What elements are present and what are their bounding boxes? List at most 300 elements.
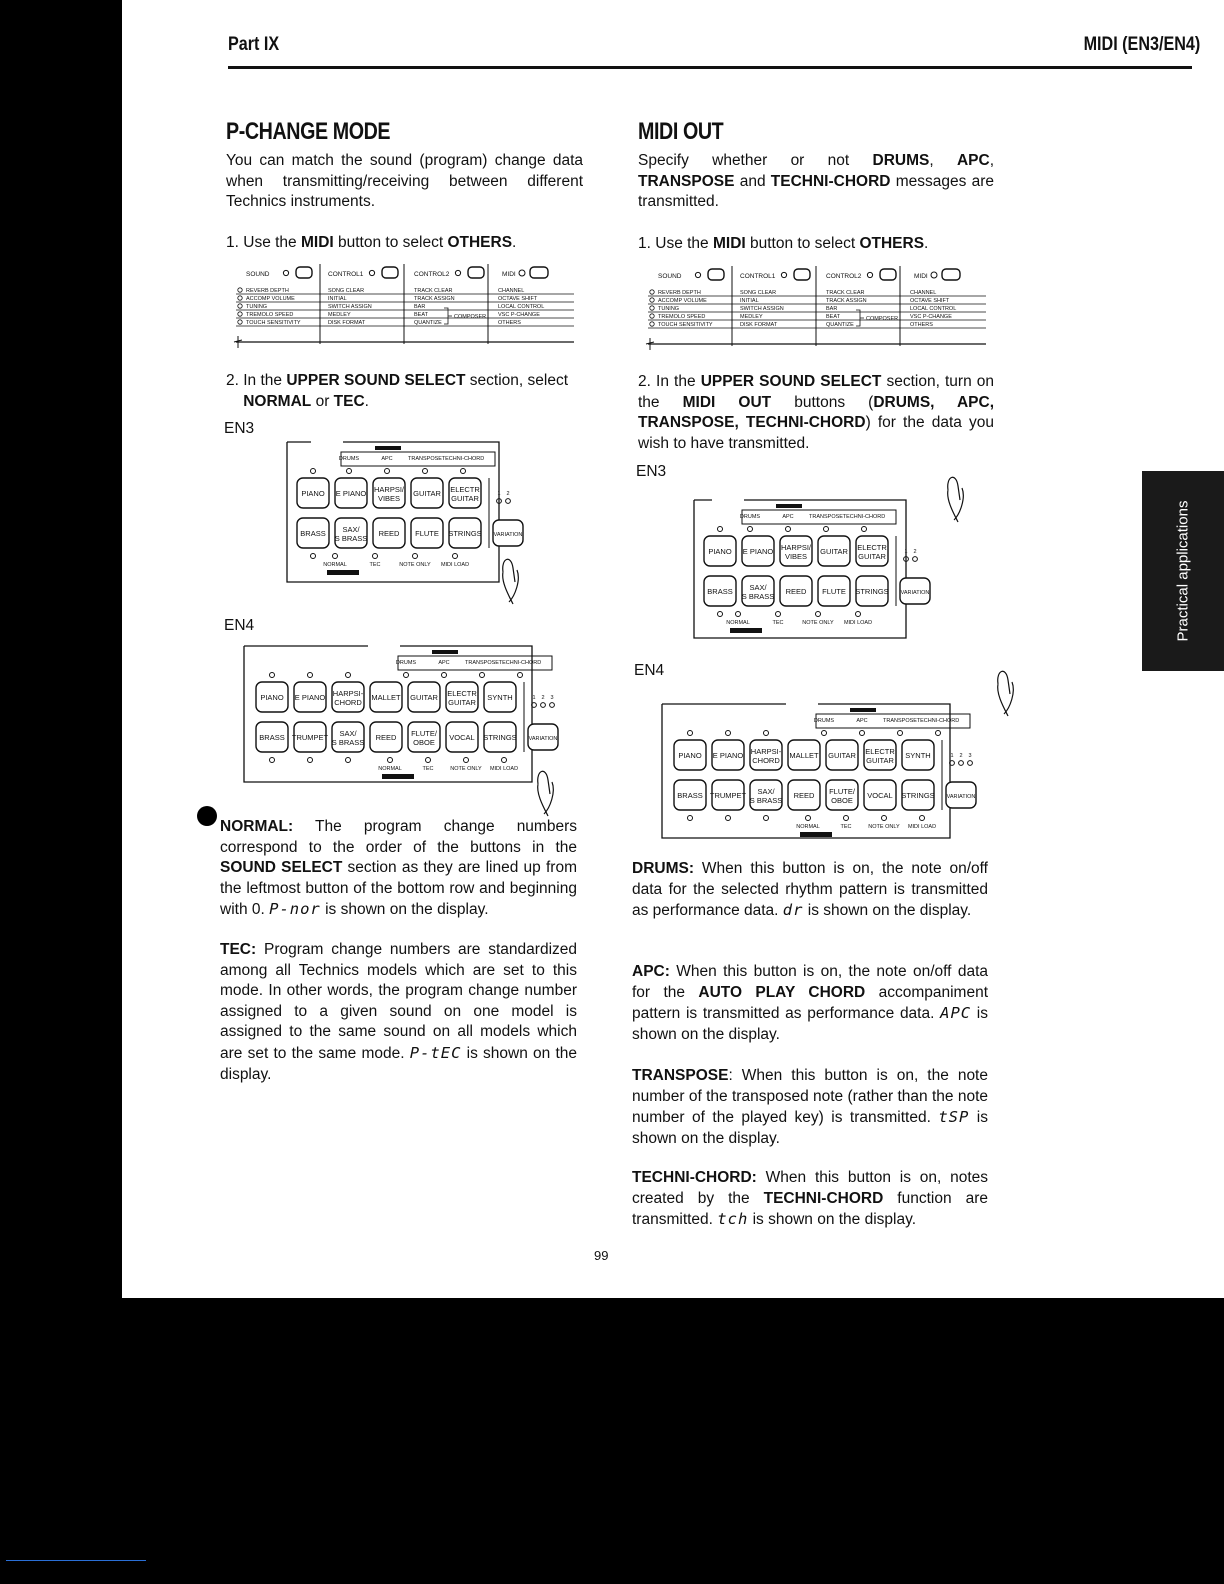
col4-item: CHANNEL bbox=[910, 290, 937, 296]
midi-label-techni-chord: TECHNI-CHORD bbox=[441, 456, 485, 462]
button-label-line2: VIBES bbox=[377, 494, 401, 503]
col4-item: OCTAVE SHIFT bbox=[498, 296, 538, 302]
sound-button-bottom bbox=[818, 576, 850, 606]
button-label-line1: SAX/ bbox=[342, 525, 360, 534]
sound-button-top bbox=[373, 478, 405, 508]
mode-led-1 bbox=[844, 816, 849, 821]
button-label: TRUMPET bbox=[291, 733, 329, 742]
header-part: Part IX bbox=[228, 34, 280, 55]
variation-led-2 bbox=[913, 557, 918, 562]
panel-head-1: CONTROL1 bbox=[740, 273, 776, 280]
midi-label-apc: APC bbox=[381, 456, 393, 462]
button-label: MALLET bbox=[371, 693, 401, 702]
midi-label-drums: DRUMS bbox=[338, 456, 360, 462]
finger-illustration bbox=[998, 671, 1014, 716]
top-led-0 bbox=[270, 673, 275, 678]
sound-button-top bbox=[750, 740, 782, 770]
variation-button bbox=[900, 578, 930, 604]
midi-led-0 bbox=[822, 731, 827, 736]
button-label-line1: ELECTR bbox=[450, 485, 480, 494]
mode-label-note-only: NOTE ONLY bbox=[399, 562, 431, 568]
sound-button-top bbox=[294, 682, 326, 712]
head-button-1 bbox=[794, 269, 810, 280]
button-label-line2: CHORD bbox=[334, 698, 362, 707]
mode-bar bbox=[800, 832, 832, 837]
button-label-line1: SAX/ bbox=[339, 729, 357, 738]
row-led-4 bbox=[650, 322, 654, 326]
col4-item: LOCAL CONTROL bbox=[910, 306, 957, 312]
hole-punch-mark bbox=[197, 806, 217, 826]
right-en4-label: EN4 bbox=[634, 662, 665, 679]
sound-button-top bbox=[370, 682, 402, 712]
mode-led-2 bbox=[413, 554, 418, 559]
button-label-line2: GUITAR bbox=[451, 494, 479, 503]
sound-button-bottom bbox=[332, 722, 365, 752]
sound-button-bottom bbox=[448, 518, 481, 548]
head-led-0 bbox=[283, 270, 288, 275]
top-led-1 bbox=[726, 731, 731, 736]
sound-button-top bbox=[411, 478, 443, 508]
bottom-led-0 bbox=[270, 758, 275, 763]
scan-edge-line bbox=[6, 1560, 146, 1561]
sound-button-top bbox=[297, 478, 329, 508]
sound-button-top bbox=[780, 536, 812, 566]
sound-button-top bbox=[446, 682, 478, 712]
button-label-line2: GUITAR bbox=[448, 698, 476, 707]
col2-item: MEDLEY bbox=[328, 312, 351, 318]
head-led-0 bbox=[695, 272, 700, 277]
col2-item: SWITCH ASSIGN bbox=[328, 304, 372, 310]
button-label: GUITAR bbox=[413, 489, 441, 498]
mode-label-midi-load: MIDI LOAD bbox=[907, 824, 937, 830]
sound-button-bottom bbox=[864, 780, 896, 810]
mode-led-3 bbox=[453, 554, 458, 559]
col2-item: SONG CLEAR bbox=[740, 290, 777, 296]
midi-label-techni-chord: TECHNI-CHORD bbox=[498, 660, 542, 666]
button-label: E PIANO bbox=[335, 489, 367, 498]
col1-item: REVERB DEPTH bbox=[246, 288, 289, 294]
midi-out-bar bbox=[850, 708, 876, 712]
bottom-led-1 bbox=[308, 758, 313, 763]
mode-bar bbox=[730, 628, 762, 633]
sound-button-top bbox=[826, 740, 858, 770]
col3-item: BAR bbox=[414, 304, 426, 310]
button-label: GUITAR bbox=[820, 547, 848, 556]
button-label-line1: HARPSI/ bbox=[373, 485, 405, 494]
button-label: SYNTH bbox=[905, 751, 931, 760]
mode-label-normal: NORMAL bbox=[323, 562, 347, 568]
variation-led-3 bbox=[550, 703, 555, 708]
mode-label-note-only: NOTE ONLY bbox=[868, 824, 900, 830]
midi-label-apc: APC bbox=[856, 718, 868, 724]
variation-number-3: 3 bbox=[968, 753, 972, 759]
midi-label-techni-chord: TECHNI-CHORD bbox=[916, 718, 960, 724]
button-label: GUITAR bbox=[828, 751, 856, 760]
variation-number-2: 2 bbox=[541, 695, 545, 701]
midi-led-3 bbox=[518, 673, 523, 678]
mode-led-0 bbox=[736, 612, 741, 617]
button-label: BRASS bbox=[707, 587, 733, 596]
button-label-line2: S BRASS bbox=[334, 534, 368, 543]
variation-led-2 bbox=[541, 703, 546, 708]
button-label-line2: OBOE bbox=[413, 738, 435, 747]
panel-outline bbox=[694, 500, 906, 638]
col4-item: OCTAVE SHIFT bbox=[910, 298, 950, 304]
en4-panel-left bbox=[242, 644, 572, 820]
midi-led-2 bbox=[423, 469, 428, 474]
button-label: FLUTE bbox=[822, 587, 846, 596]
panel-head-2: CONTROL2 bbox=[414, 271, 450, 278]
midi-led-0 bbox=[404, 673, 409, 678]
top-led-2 bbox=[346, 673, 351, 678]
sound-button-bottom bbox=[297, 518, 329, 548]
sound-button-bottom bbox=[373, 518, 405, 548]
midi-out-bar bbox=[432, 650, 458, 654]
variation-led-2 bbox=[506, 499, 511, 504]
mode-label-midi-load: MIDI LOAD bbox=[843, 620, 873, 626]
button-label: REED bbox=[785, 587, 807, 596]
mode-label-tec: TEC bbox=[369, 562, 381, 568]
button-label: STRINGS bbox=[448, 529, 482, 538]
sound-button-top bbox=[449, 478, 481, 508]
left-step2: 2. In the UPPER SOUND SELECT section, select NORMAL or TEC. bbox=[226, 372, 569, 410]
col1-item: TOUCH SENSITIVITY bbox=[658, 322, 713, 328]
variation-button bbox=[493, 520, 523, 546]
midi-led-3 bbox=[862, 527, 867, 532]
panel-head-3: MIDI bbox=[914, 273, 928, 280]
button-label: TRUMPET bbox=[709, 791, 747, 800]
midi-led-3 bbox=[461, 469, 466, 474]
col2-item: SWITCH ASSIGN bbox=[740, 306, 784, 312]
mode-label-tec: TEC bbox=[422, 766, 434, 772]
row-led-1 bbox=[238, 296, 242, 300]
header-rule bbox=[228, 66, 1192, 69]
bottom-led-2 bbox=[346, 758, 351, 763]
sound-button-top bbox=[818, 536, 850, 566]
button-label: VARIATION bbox=[900, 590, 930, 596]
sound-button-bottom bbox=[750, 780, 783, 810]
sound-button-top bbox=[712, 740, 744, 770]
midi-label-drums: DRUMS bbox=[813, 718, 835, 724]
panel-head-3: MIDI bbox=[502, 271, 516, 278]
sound-button-bottom bbox=[742, 576, 775, 606]
finger-illustration bbox=[948, 477, 964, 522]
button-label: REED bbox=[793, 791, 815, 800]
sound-button-bottom bbox=[674, 780, 706, 810]
sound-button-top bbox=[902, 740, 934, 770]
button-label-line1: SAX/ bbox=[757, 787, 775, 796]
sound-button-bottom bbox=[292, 722, 329, 752]
sound-button-top bbox=[256, 682, 288, 712]
sound-button-top bbox=[742, 536, 774, 566]
col3-item: TRACK ASSIGN bbox=[826, 298, 867, 304]
button-label: E PIANO bbox=[712, 751, 744, 760]
midi-led bbox=[931, 272, 937, 278]
midi-led-1 bbox=[860, 731, 865, 736]
sound-button-bottom bbox=[256, 722, 288, 752]
finger-illustration bbox=[503, 559, 519, 604]
mode-bar bbox=[382, 774, 414, 779]
top-led-2 bbox=[764, 731, 769, 736]
col1-item: TOUCH SENSITIVITY bbox=[246, 320, 301, 326]
sound-button-top bbox=[484, 682, 516, 712]
row-led-3 bbox=[650, 314, 654, 318]
midi-led-2 bbox=[898, 731, 903, 736]
button-label: STRINGS bbox=[901, 791, 935, 800]
mode-led-0 bbox=[806, 816, 811, 821]
head-led-1 bbox=[781, 272, 786, 277]
midi-led-3 bbox=[936, 731, 941, 736]
tec-paragraph: TEC: Program change numbers are standardized among all Technics models which are set to this mode. In other words, the program change number assigned to a given sound on one model is assigned to the same sound on all models which are set to the same mode. P-tEC is shown on the display. bbox=[220, 941, 578, 1083]
col3-item: QUANTIZE bbox=[826, 322, 854, 328]
variation-led-2 bbox=[959, 761, 964, 766]
button-label-line1: FLUTE/ bbox=[411, 729, 437, 738]
button-label-line1: HARPSI/ bbox=[780, 543, 812, 552]
top-led-1 bbox=[308, 673, 313, 678]
sound-button-bottom bbox=[710, 780, 747, 810]
button-label-line1: HARPSI- bbox=[332, 689, 364, 698]
button-label-line2: OBOE bbox=[831, 796, 853, 805]
right-en3-label: EN3 bbox=[636, 463, 667, 480]
button-label: VARIATION bbox=[946, 794, 976, 800]
top-led-0 bbox=[688, 731, 693, 736]
midi-button bbox=[530, 267, 548, 278]
col3-item: BEAT bbox=[414, 312, 428, 318]
mode-label-midi-load: MIDI LOAD bbox=[489, 766, 519, 772]
variation-number-2: 2 bbox=[913, 549, 917, 555]
sound-button-bottom bbox=[408, 722, 440, 752]
col2-item: INITIAL bbox=[740, 298, 759, 304]
midi-label-transpose: TRANSPOSE bbox=[809, 514, 843, 520]
button-label-line2: GUITAR bbox=[858, 552, 886, 561]
sound-button-top bbox=[408, 682, 440, 712]
variation-led-3 bbox=[968, 761, 973, 766]
right-intro: Specify whether or not DRUMS, APC, TRANSPOSE and TECHNI-CHORD messages are transmitted. bbox=[638, 152, 994, 211]
button-label: BRASS bbox=[677, 791, 703, 800]
head-button-2 bbox=[880, 269, 896, 280]
mode-label-normal: NORMAL bbox=[796, 824, 820, 830]
midi-led-1 bbox=[442, 673, 447, 678]
side-tab-label: Practical applications bbox=[1174, 500, 1192, 642]
sound-button-bottom bbox=[780, 576, 812, 606]
button-label: STRINGS bbox=[855, 587, 889, 596]
top-led-0 bbox=[718, 527, 723, 532]
manual-page bbox=[122, 0, 1224, 1298]
mode-led-1 bbox=[373, 554, 378, 559]
midi-label-transpose: TRANSPOSE bbox=[408, 456, 442, 462]
sound-button-bottom bbox=[826, 780, 858, 810]
mode-label-tec: TEC bbox=[840, 824, 852, 830]
button-label-line1: HARPSI- bbox=[750, 747, 782, 756]
control-panel-diagram-left bbox=[232, 262, 584, 348]
sound-button-bottom bbox=[411, 518, 443, 548]
left-en3-label: EN3 bbox=[224, 420, 255, 437]
button-label-line1: SAX/ bbox=[749, 583, 767, 592]
sound-button-top bbox=[788, 740, 820, 770]
variation-button bbox=[528, 724, 558, 750]
bottom-led-0 bbox=[718, 612, 723, 617]
button-label: MALLET bbox=[789, 751, 819, 760]
sound-button-bottom bbox=[483, 722, 516, 752]
button-label: E PIANO bbox=[742, 547, 774, 556]
panel-outline bbox=[287, 442, 499, 582]
mode-label-normal: NORMAL bbox=[726, 620, 750, 626]
button-label: VOCAL bbox=[867, 791, 893, 800]
midi-button bbox=[942, 269, 960, 280]
button-label-line2: S BRASS bbox=[749, 796, 783, 805]
side-tab[interactable] bbox=[1142, 471, 1224, 671]
head-led-2 bbox=[455, 270, 460, 275]
normal-paragraph: NORMAL: The program change numbers correspond to the order of the buttons in the SOUND SELECT section as they are lined up from the leftmost button of the bottom row and beginning with 0. P-nor is shown on the display. bbox=[220, 818, 577, 919]
button-label-line1: ELECTR bbox=[857, 543, 887, 552]
col4-item: VSC P-CHANGE bbox=[910, 314, 952, 320]
button-label: E PIANO bbox=[294, 693, 326, 702]
button-label: VARIATION bbox=[528, 736, 558, 742]
variation-number-2: 2 bbox=[506, 491, 510, 497]
mode-led-3 bbox=[856, 612, 861, 617]
variation-number-1: 1 bbox=[532, 695, 536, 701]
variation-button bbox=[946, 782, 976, 808]
midi-label-techni-chord: TECHNI-CHORD bbox=[842, 514, 886, 520]
col4-item: VSC P-CHANGE bbox=[498, 312, 540, 318]
mode-bar bbox=[327, 570, 359, 575]
bottom-led-2 bbox=[764, 816, 769, 821]
sound-button-top bbox=[856, 536, 888, 566]
page-number: 99 bbox=[594, 1248, 609, 1263]
button-label: PIANO bbox=[708, 547, 732, 556]
row-led-1 bbox=[650, 298, 654, 302]
midi-label-drums: DRUMS bbox=[739, 514, 761, 520]
col1-item: TUNING bbox=[246, 304, 268, 310]
col3-item: BEAT bbox=[826, 314, 840, 320]
midi-led-2 bbox=[824, 527, 829, 532]
sound-button-bottom bbox=[788, 780, 820, 810]
sound-button-top bbox=[704, 536, 736, 566]
head-led-1 bbox=[369, 270, 374, 275]
sound-button-top bbox=[335, 478, 367, 508]
head-button-0 bbox=[296, 267, 312, 278]
apc-paragraph: APC: When this button is on, the note on/off data for the AUTO PLAY CHORD accompaniment pattern is transmitted as performance data. APC is shown on the display. bbox=[632, 963, 989, 1043]
row-led-0 bbox=[238, 288, 242, 292]
panel-head-0: SOUND bbox=[658, 273, 682, 280]
midi-led bbox=[519, 270, 525, 276]
midi-out-bar bbox=[375, 446, 401, 450]
midi-label-drums: DRUMS bbox=[395, 660, 417, 666]
head-button-0 bbox=[708, 269, 724, 280]
en3-panel-left bbox=[285, 442, 535, 622]
panel-head-0: SOUND bbox=[246, 271, 270, 278]
button-label-line1: ELECTR bbox=[447, 689, 477, 698]
panel-head-2: CONTROL2 bbox=[826, 273, 862, 280]
col4-item: OTHERS bbox=[910, 322, 933, 328]
col1-item: REVERB DEPTH bbox=[658, 290, 701, 296]
button-label: VARIATION bbox=[493, 532, 523, 538]
col2-item: INITIAL bbox=[328, 296, 347, 302]
variation-number-1: 1 bbox=[497, 491, 501, 497]
button-label-line2: CHORD bbox=[752, 756, 780, 765]
mode-label-tec: TEC bbox=[772, 620, 784, 626]
sound-button-top bbox=[674, 740, 706, 770]
sound-button-bottom bbox=[370, 722, 402, 752]
sound-button-top bbox=[332, 682, 364, 712]
right-step1: 1. Use the MIDI button to select OTHERS. bbox=[638, 235, 929, 252]
col2-item: DISK FORMAT bbox=[328, 320, 366, 326]
button-label: FLUTE bbox=[415, 529, 439, 538]
button-label: SYNTH bbox=[487, 693, 513, 702]
button-label-line2: S BRASS bbox=[741, 592, 775, 601]
button-label-line2: VIBES bbox=[784, 552, 808, 561]
button-label-line2: S BRASS bbox=[331, 738, 365, 747]
midi-led-2 bbox=[480, 673, 485, 678]
mode-led-1 bbox=[776, 612, 781, 617]
panel-head-1: CONTROL1 bbox=[328, 271, 364, 278]
mode-led-2 bbox=[464, 758, 469, 763]
col1-item: TREMOLO SPEED bbox=[246, 312, 294, 318]
head-button-1 bbox=[382, 267, 398, 278]
row-led-0 bbox=[650, 290, 654, 294]
transpose-paragraph: TRANSPOSE: When this button is on, the note number of the transposed note (rather than the note number of the played key) is transmitted. tSP is shown on the display. bbox=[632, 1067, 988, 1147]
col3-item: QUANTIZE bbox=[414, 320, 442, 326]
en4-panel-right bbox=[660, 668, 990, 840]
mode-led-2 bbox=[882, 816, 887, 821]
button-label: PIANO bbox=[260, 693, 284, 702]
mode-led-3 bbox=[920, 816, 925, 821]
col2-item: MEDLEY bbox=[740, 314, 763, 320]
midi-label-transpose: TRANSPOSE bbox=[465, 660, 499, 666]
button-label: REED bbox=[378, 529, 400, 538]
left-step1: 1. Use the MIDI button to select OTHERS. bbox=[226, 234, 517, 251]
button-label: BRASS bbox=[300, 529, 326, 538]
composer-label: COMPOSER bbox=[454, 314, 487, 320]
techni-chord-paragraph: TECHNI-CHORD: When this button is on, notes created by the TECHNI-CHORD function are transmitted. tch is shown on the display. bbox=[632, 1169, 988, 1229]
mode-led-2 bbox=[816, 612, 821, 617]
col3-item: TRACK CLEAR bbox=[826, 290, 865, 296]
midi-led-1 bbox=[385, 469, 390, 474]
head-led-2 bbox=[867, 272, 872, 277]
variation-number-1: 1 bbox=[904, 549, 908, 555]
midi-led-1 bbox=[786, 527, 791, 532]
drums-paragraph: DRUMS: When this button is on, the note on/off data for the selected rhythm pattern is transmitted as performance data. dr is shown on the display. bbox=[632, 860, 988, 920]
button-label-line1: ELECTR bbox=[865, 747, 895, 756]
left-title: P-CHANGE MODE bbox=[226, 118, 391, 145]
button-label: STRINGS bbox=[483, 733, 517, 742]
left-intro: You can match the sound (program) change data when transmitting/receiving between different Technics instruments. bbox=[226, 152, 583, 211]
midi-label-transpose: TRANSPOSE bbox=[883, 718, 917, 724]
button-label-line1: FLUTE/ bbox=[829, 787, 855, 796]
bottom-led-0 bbox=[688, 816, 693, 821]
button-label: GUITAR bbox=[410, 693, 438, 702]
button-label: PIANO bbox=[678, 751, 702, 760]
bottom-led-1 bbox=[726, 816, 731, 821]
sound-button-bottom bbox=[446, 722, 478, 752]
control-panel-diagram-right bbox=[644, 264, 996, 350]
mode-label-midi-load: MIDI LOAD bbox=[440, 562, 470, 568]
mode-label-normal: NORMAL bbox=[378, 766, 402, 772]
sound-button-bottom bbox=[855, 576, 888, 606]
right-step2: 2. In the UPPER SOUND SELECT section, turn on the MIDI OUT buttons (DRUMS, APC, TRANSPOSE, TECHNI-CHORD) for the data you wish to have transmitted. bbox=[638, 373, 995, 452]
col1-item: ACCOMP VOLUME bbox=[246, 296, 295, 302]
midi-out-bar bbox=[776, 504, 802, 508]
variation-number-3: 3 bbox=[550, 695, 554, 701]
col4-item: CHANNEL bbox=[498, 288, 525, 294]
col2-item: SONG CLEAR bbox=[328, 288, 365, 294]
sound-button-top bbox=[864, 740, 896, 770]
composer-label: COMPOSER bbox=[866, 316, 899, 322]
row-led-2 bbox=[650, 306, 654, 310]
button-label: VOCAL bbox=[449, 733, 475, 742]
mode-led-0 bbox=[333, 554, 338, 559]
sound-button-bottom bbox=[335, 518, 368, 548]
